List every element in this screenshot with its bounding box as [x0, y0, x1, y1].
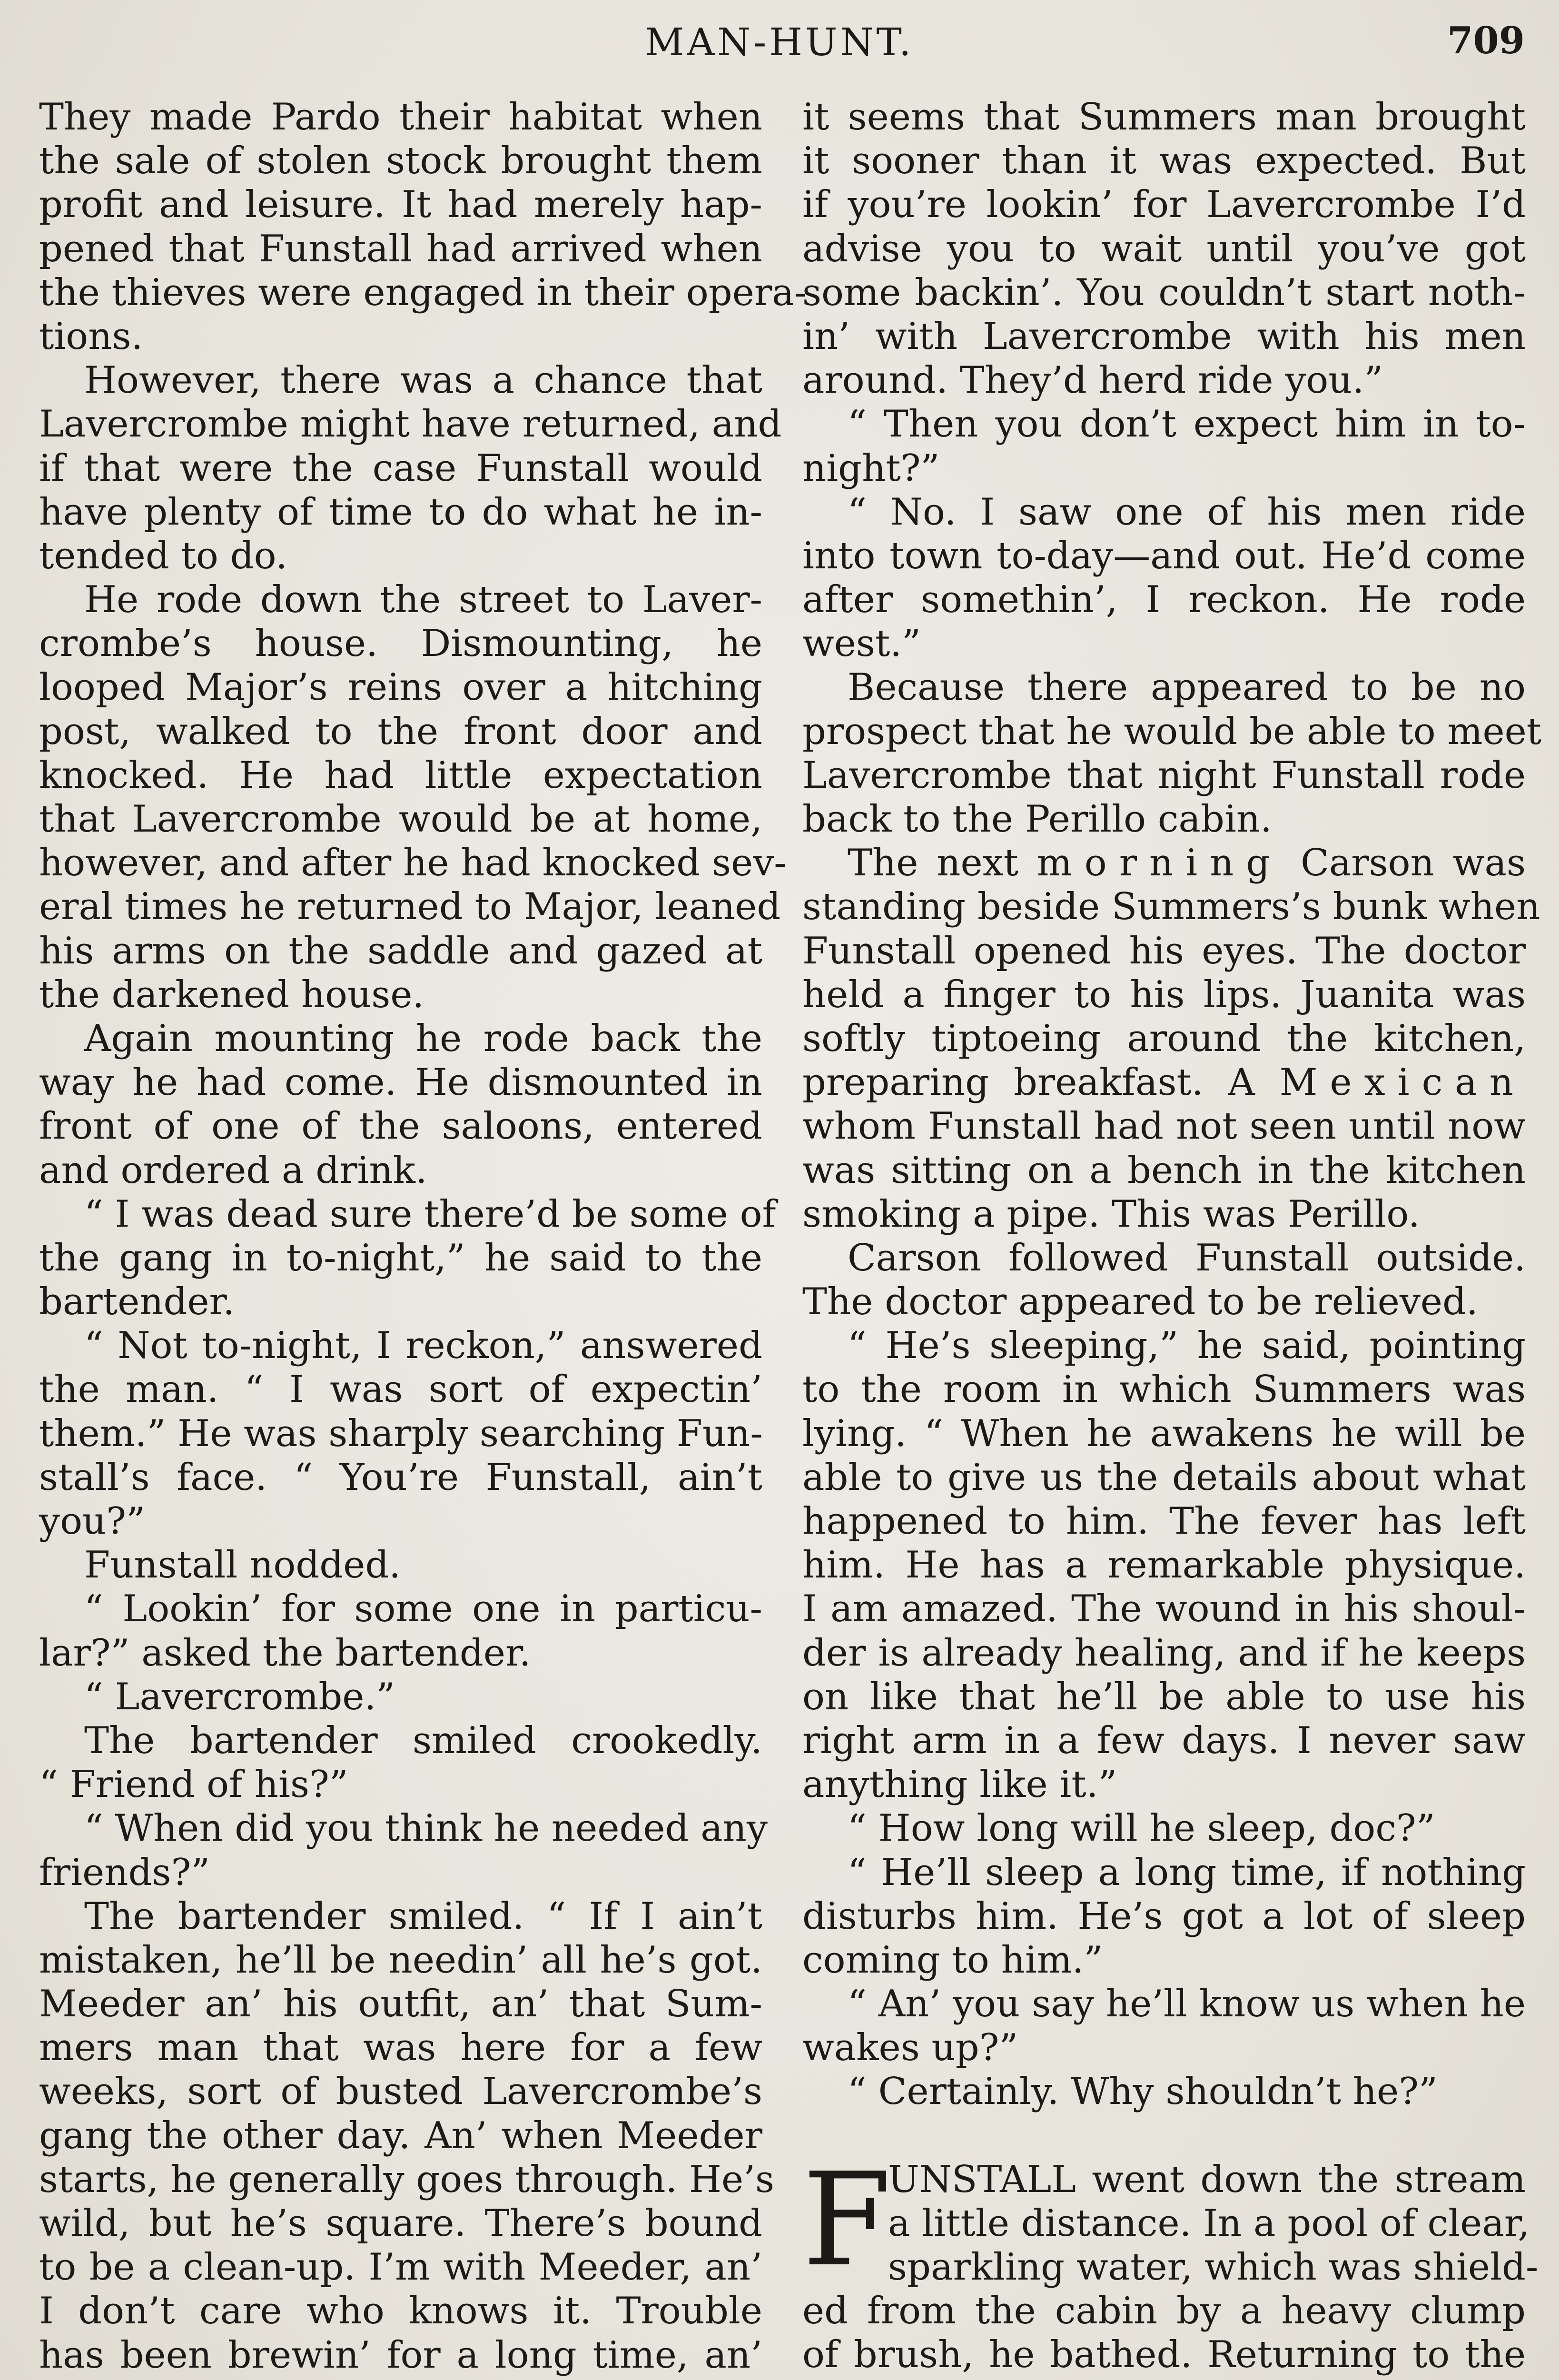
text-line: that Lavercrombe would be at home, [39, 798, 762, 841]
text-line: starts, he generally goes through. He’s [39, 2158, 775, 2201]
text-line: crombe’s house. Dismounting, he [39, 622, 762, 665]
text-line: to be a clean-up. I’m with Meeder, an’ [39, 2246, 762, 2289]
spaced-word: Mexican [1279, 1061, 1526, 1104]
text-line: softly tiptoeing around the kitchen, [802, 1017, 1526, 1060]
text-line: “ Not to-night, I reckon,” answered [84, 1324, 762, 1368]
text-line: Because there appeared to be no [848, 666, 1526, 709]
text-line: wild, but he’s square. There’s bound [39, 2202, 762, 2245]
text-line: “ Friend of his?” [39, 1763, 348, 1806]
text-line: I am amazed. The wound in his shoul- [802, 1587, 1526, 1631]
text-line: bartender. [39, 1280, 235, 1324]
text-line: smoking a pipe. This was Perillo. [802, 1192, 1420, 1236]
text-line: Funstall opened his eyes. The doctor [802, 929, 1526, 972]
text-line: coming to him.” [802, 1938, 1103, 1982]
text-line: post, walked to the front door and [39, 710, 762, 753]
text-line: gang the other day. An’ when Meeder [39, 2114, 762, 2157]
text-line: however, and after he had knocked sev- [39, 842, 787, 885]
text-line: “ I was dead sure there’d be some of [84, 1192, 776, 1236]
text-line: the darkened house. [39, 973, 424, 1016]
text-line: into town to-day—and out. He’d come [802, 534, 1526, 577]
text-line: the man. “ I was sort of expectin’ [39, 1368, 762, 1411]
text-line: Lavercrombe that night Funstall rode [802, 754, 1526, 797]
text-line: Funstall nodded. [84, 1544, 401, 1587]
text-line: wakes up?” [802, 2026, 1018, 2070]
section-paragraph [802, 2144, 1539, 2377]
text-line: west.” [802, 622, 921, 665]
text-line: Again mounting he rode back the [84, 1017, 762, 1060]
text-line: UNSTALL went down the stream [888, 2158, 1526, 2201]
text-line: eral times he returned to Major, leaned [39, 885, 781, 929]
text-line: Meeder an’ his outfit, an’ that Sum- [39, 1983, 762, 2026]
text-line: happened to him. The fever has left [802, 1500, 1526, 1543]
running-title: MAN-HUNT. [645, 20, 914, 64]
text-line: a little distance. In a pool of clear, [888, 2202, 1530, 2245]
text-line: have plenty of time to do what he in- [39, 490, 762, 534]
text-line: However, there was a chance that [84, 359, 762, 402]
text-line: stall’s face. “ You’re Funstall, ain’t [39, 1456, 762, 1499]
text-line: The doctor appeared to be relieved. [802, 1280, 1478, 1324]
text-line: sparkling water, which was shield- [888, 2246, 1539, 2289]
text-line: to the room in which Summers was [802, 1368, 1526, 1411]
text-line: knocked. He had little expectation [39, 754, 762, 797]
text-line: looped Major’s reins over a hitching [39, 666, 762, 709]
text-line: his arms on the saddle and gazed at [39, 929, 762, 972]
text-line: Lavercrombe might have returned, and [39, 403, 782, 446]
text-line: “ Lookin’ for some one in particu- [84, 1587, 762, 1631]
text-line: anything like it.” [802, 1763, 1117, 1806]
text-line: it seems that Summers man brought [802, 96, 1526, 139]
text-line: “ He’ll sleep a long time, if nothing [848, 1851, 1526, 1894]
text-line: I don’t care who knows it. Trouble [39, 2290, 762, 2333]
text-line: “ Certainly. Why shouldn’t he?” [848, 2070, 1438, 2113]
section-break [802, 2114, 1526, 2158]
text-line: and ordered a drink. [39, 1149, 427, 1192]
right-text-column [802, 95, 1542, 2377]
text-line: pened that Funstall had arrived when [39, 227, 762, 270]
running-head [0, 10, 1559, 72]
text-line: ed from the cabin by a heavy clump [802, 2290, 1526, 2333]
text-line: The next morning Carson was [848, 842, 1526, 885]
text-line: tended to do. [39, 534, 287, 577]
text-line: it sooner than it was expected. But [802, 139, 1526, 183]
text-line: The bartender smiled crookedly. [84, 1719, 762, 1762]
text-line: after somethin’, I reckon. He rode [802, 578, 1526, 622]
text-line: preparing breakfast. A Mexican [802, 1061, 1526, 1104]
text-line: held a finger to his lips. Juanita was [802, 973, 1526, 1016]
text-line: der is already healing, and if he keeps [802, 1631, 1526, 1675]
text-line: standing beside Summers’s bunk when [802, 885, 1540, 929]
left-text-column [39, 95, 807, 2377]
text-line: “ When did you think he needed any [84, 1807, 768, 1850]
text-line: some backin’. You couldn’t start noth- [802, 271, 1526, 314]
text-line: the gang in to-night,” he said to the [39, 1236, 762, 1279]
drop-cap: F [802, 2144, 892, 2295]
text-line: He rode down the street to Laver- [84, 578, 762, 622]
text-line: The bartender smiled. “ If I ain’t [84, 1894, 762, 1938]
text-line: in’ with Lavercrombe with his men [802, 315, 1526, 358]
text-line: lar?” asked the bartender. [39, 1631, 531, 1675]
text-line: “ He’s sleeping,” he said, pointing [848, 1324, 1526, 1368]
text-line: you?” [39, 1500, 145, 1543]
page-number: 709 [1447, 19, 1525, 62]
text-line: prospect that he would be able to meet [802, 710, 1542, 753]
text-line: if that were the case Funstall would [39, 446, 762, 490]
text-line: friends?” [39, 1851, 210, 1894]
text-line: him. He has a remarkable physique. [802, 1544, 1526, 1587]
spaced-word: morning [1036, 842, 1283, 885]
text-line: disturbs him. He’s got a lot of sleep [802, 1894, 1526, 1938]
text-line: of brush, he bathed. Returning to the [802, 2333, 1526, 2377]
text-line: They made Pardo their habitat when [39, 96, 762, 139]
text-line: advise you to wait until you’ve got [802, 227, 1526, 270]
text-line: profit and leisure. It had merely hap- [39, 183, 762, 227]
text-line: on like that he’ll be able to use his [802, 1675, 1526, 1718]
right-column-body [802, 95, 1542, 2114]
text-line: “ Lavercrombe.” [84, 1675, 395, 1718]
text-line: back to the Perillo cabin. [802, 798, 1272, 841]
text-line: the thieves were engaged in their opera- [39, 271, 807, 314]
text-line: mistaken, he’ll be needin’ all he’s got. [39, 1938, 762, 1982]
text-line: Carson followed Funstall outside. [848, 1236, 1526, 1279]
text-line: “ Then you don’t expect him in to- [848, 403, 1526, 446]
text-line: if you’re lookin’ for Lavercrombe I’d [802, 183, 1526, 227]
text-line: able to give us the details about what [802, 1456, 1526, 1499]
text-line: tions. [39, 315, 143, 358]
text-line: whom Funstall had not seen until now [802, 1105, 1526, 1148]
text-line: lying. “ When he awakens he will be [802, 1412, 1526, 1455]
text-line: night?” [802, 446, 940, 490]
text-line: was sitting on a bench in the kitchen [802, 1149, 1526, 1192]
text-line: has been brewin’ for a long time, an’ [39, 2333, 762, 2377]
text-line: weeks, sort of busted Lavercrombe’s [39, 2070, 762, 2113]
text-line: “ An’ you say he’ll know us when he [848, 1983, 1526, 2026]
text-line: mers man that was here for a few [39, 2026, 762, 2070]
text-line: front of one of the saloons, entered [39, 1105, 762, 1148]
text-line: “ How long will he sleep, doc?” [848, 1807, 1435, 1850]
text-line: way he had come. He dismounted in [39, 1061, 762, 1104]
text-line: around. They’d herd ride you.” [802, 359, 1383, 402]
text-line: right arm in a few days. I never saw [802, 1719, 1526, 1762]
text-line: them.” He was sharply searching Fun- [39, 1412, 763, 1455]
text-line: “ No. I saw one of his men ride [848, 490, 1526, 534]
text-line: the sale of stolen stock brought them [39, 139, 762, 183]
